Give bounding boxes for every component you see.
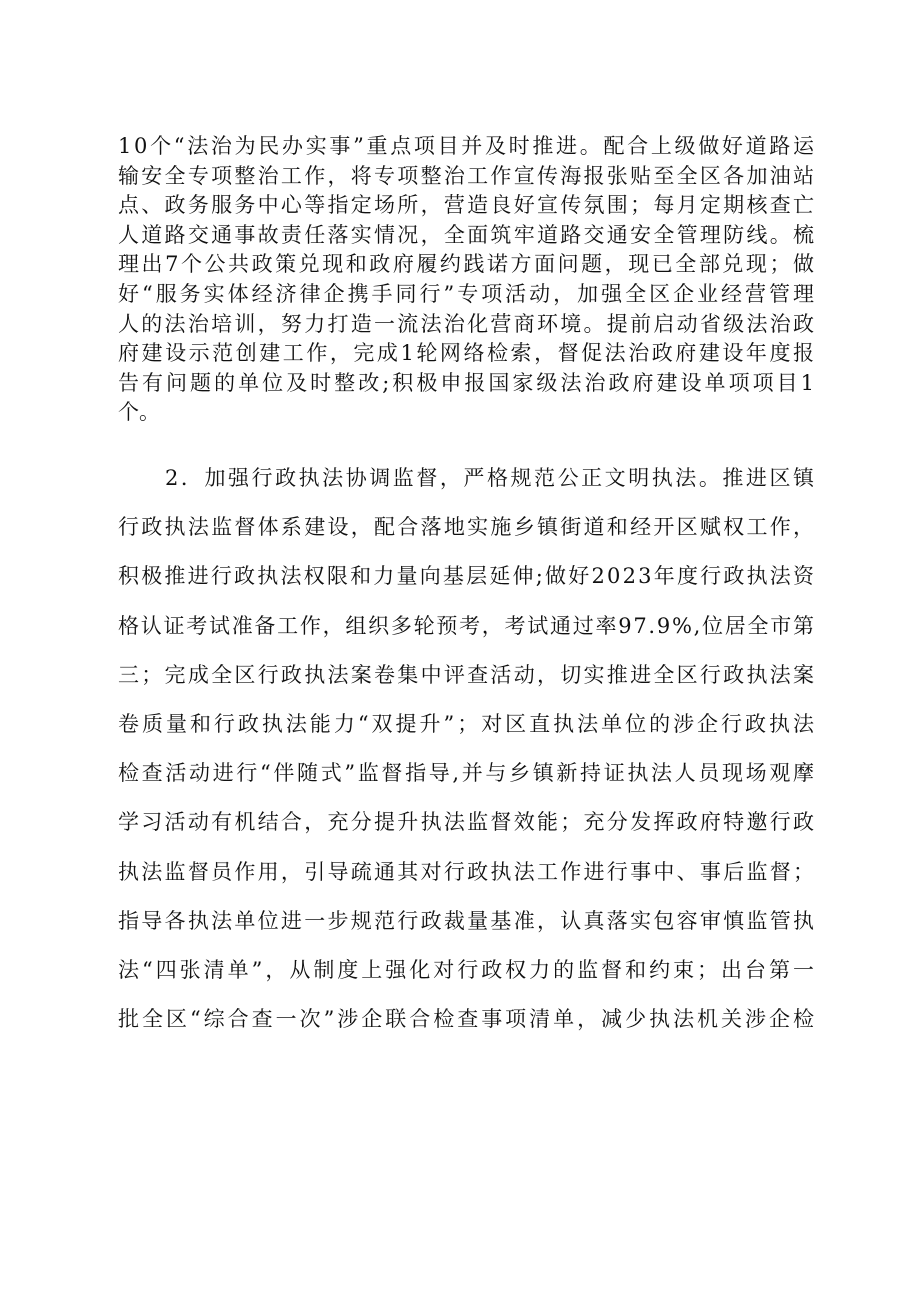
text-line: 人的法治培训，努力打造一流法治化营商环境。提前启动省级法治政 — [118, 311, 817, 336]
text-line: 行政执法监督体系建设，配合落地实施乡镇街道和经开区赋权工作， — [118, 515, 817, 540]
text-line: 10个“法治为民办实事”重点项目并及时推进。配合上级做好道路运 — [118, 134, 817, 158]
text-line: 2．加强行政执法协调监督，严格规范公正文明执法。推进区镇 — [165, 466, 817, 490]
text-line: 指导各执法单位进一步规范行政裁量基准，认真落实包容审慎监管执 — [118, 908, 817, 933]
text-line: 输安全专项整治工作，将专项整治工作宣传海报张贴至全区各加油站 — [118, 163, 817, 188]
text-line: 执法监督员作用，引导疏通其对行政执法工作进行事中、事后监督； — [118, 859, 817, 884]
text-line: 卷质量和行政执法能力“双提升”；对区直执法单位的涉企行政执法 — [118, 712, 817, 736]
text-line: 告有问题的单位及时整改;积极申报国家级法治政府建设单项项目1 — [118, 370, 818, 395]
text-line: 府建设示范创建工作，完成1轮网络检索，督促法治政府建设年度报 — [118, 341, 817, 366]
text-line: 人道路交通事故责任落实情况，全面筑牢道路交通安全管理防线。梳 — [118, 222, 817, 247]
text-line: 个。 — [118, 400, 160, 425]
text-line: 格认证考试准备工作，组织多轮预考，考试通过率97.9%,位居全市第 — [118, 613, 816, 638]
text-line: 点、政务服务中心等指定场所，营造良好宣传氛围；每月定期核查亡 — [118, 193, 817, 218]
text-line: 理出7个公共政策兑现和政府履约践诺方面问题，现已全部兑现；做 — [118, 252, 817, 277]
text-line: 好“服务实体经济律企携手同行”专项活动，加强全区企业经营管理 — [118, 282, 817, 306]
text-line: 批全区“综合查一次”涉企联合检查事项清单，减少执法机关涉企检 — [118, 1007, 817, 1032]
text-line: 法“四张清单”，从制度上强化对行政权力的监督和约束；出台第一 — [118, 958, 817, 982]
text-line: 积极推进行政执法权限和力量向基层延伸;做好2023年度行政执法资 — [118, 564, 817, 589]
text-line: 检查活动进行“伴随式”监督指导,并与乡镇新持证执法人员现场观摩 — [118, 761, 817, 786]
text-line: 三；完成全区行政执法案卷集中评查活动，切实推进全区行政执法案 — [118, 662, 817, 687]
text-line: 学习活动有机结合，充分提升执法监督效能；充分发挥政府特邀行政 — [118, 810, 817, 835]
